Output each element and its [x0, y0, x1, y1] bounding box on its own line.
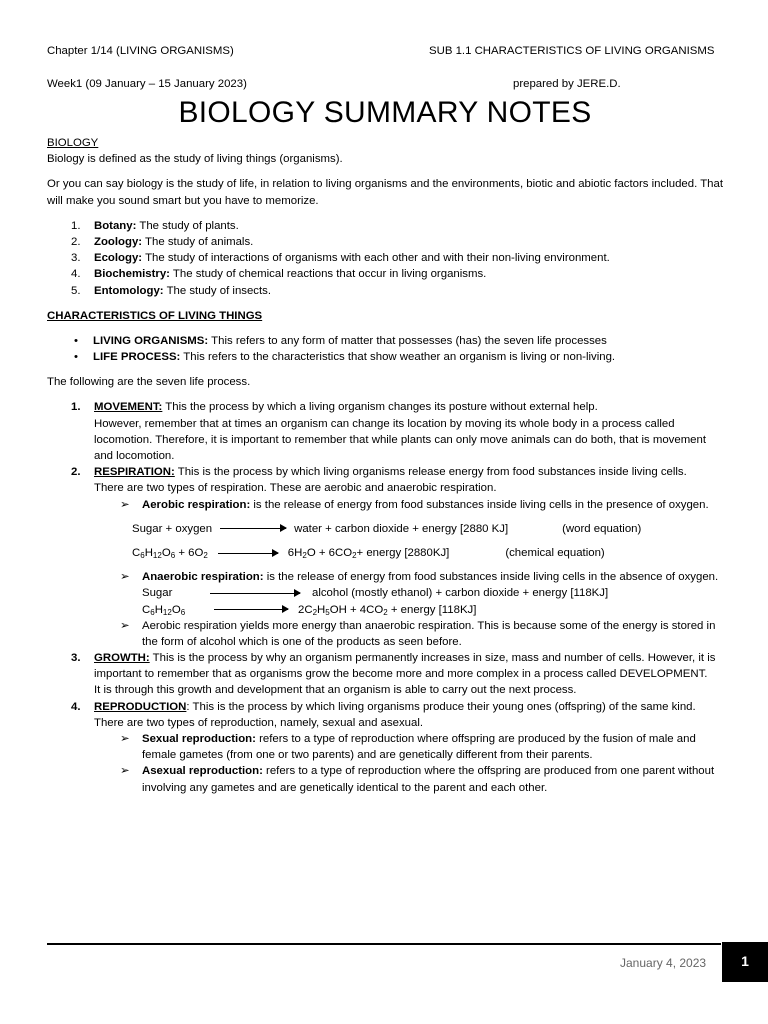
sub-header: SUB 1.1 CHARACTERISTICS OF LIVING ORGANISMS	[429, 45, 715, 57]
process-reproduction: 4. REPRODUCTION: This is the process by which living organisms produce their young ones (offspring) of the same kind. There are two types of reproduction, namely, sexual and asexual. ➢ Sexual reproduction: refers to a type of reproduction where offspring are produced by the fusion of male and female gametes (from one or two parents) and are genetically different from their parents. ➢ Asexual reproduction: refers to a type of reproduction where the offspring are produced from one parent without involving any gametes and are genetically identical to the parent and each other.	[47, 699, 723, 796]
reaction-arrow-icon	[218, 553, 278, 554]
page-title: BIOLOGY SUMMARY NOTES	[178, 96, 592, 129]
footer-divider	[47, 943, 721, 945]
process-growth: 3. GROWTH: This is the process by why an organism permanently increases in size, mass and number of cells. However, it is important to remember that as organisms grow the become more and more complex in a process called DEVELOPMENT. It is through this growth and development that an organism is able to carry out the next process.	[71, 652, 716, 697]
reaction-arrow-icon	[210, 593, 300, 594]
list-item: 3. Ecology: The study of interactions of organisms with each other and with their non-living environment.	[71, 252, 610, 265]
week-header: Week1 (09 January – 15 January 2023)	[47, 78, 247, 90]
page-number: 1	[722, 942, 768, 982]
list-item: 2. Zoology: The study of animals.	[71, 235, 254, 248]
anaerobic-word-equation: Sugar alcohol (mostly ethanol) + carbon dioxide + energy [118KJ]	[142, 587, 609, 600]
bullet-icon: •	[74, 334, 78, 347]
asexual-item: ➢ Asexual reproduction: refers to a type of reproduction where the offspring are produced from one parent without involving any gametes and are genetically identical to the parent and each other.	[94, 763, 723, 795]
document-body	[47, 135, 723, 796]
chemical-equation: $C_6H_{12}O_6 + 6O_2$ $6H_2O + 6CO_2$ + energy [2880KJ] (chemical equation)	[132, 546, 605, 560]
reaction-arrow-icon	[220, 528, 286, 529]
list-item: 5. Entomology: The study of insects.	[71, 284, 272, 297]
prepared-by: prepared by JERE.D.	[513, 78, 621, 90]
arrow-bullet-icon: ➢	[120, 765, 130, 778]
biology-alt-definition: Or you can say biology is the study of life, in relation to living organisms and the environments, biotic and abiotic factors included. That will make you sound smart but you have to memorize.	[47, 178, 723, 207]
list-item: 1. Botany: The study of plants.	[71, 219, 239, 232]
arrow-bullet-icon: ➢	[120, 733, 130, 745]
sexual-item: ➢ Sexual reproduction: refers to a type of reproduction where offspring are produced by the fusion of male and female gametes (from one or two parents) and are genetically different from their parents.	[94, 731, 723, 763]
footer-date: January 4, 2023	[620, 956, 707, 970]
bullet-item: • LIFE PROCESS: This refers to the characteristics that show weather an organism is living or non-living.	[47, 349, 723, 365]
characteristics-heading: CHARACTERISTICS OF LIVING THINGS	[47, 309, 263, 322]
bullet-item: • LIVING ORGANISMS: This refers to any form of matter that possesses (has) the seven life processes	[47, 333, 723, 349]
list-item: 4. Biochemistry: The study of chemical reactions that occur in living organisms.	[71, 268, 487, 281]
arrow-bullet-icon: ➢	[120, 571, 130, 584]
processes-intro: The following are the seven life process.	[47, 376, 251, 389]
reaction-arrow-icon	[214, 609, 288, 610]
process-respiration: 2. RESPIRATION: This is the process by which living organisms release energy from food substances inside living cells. There are two types of respiration. These are aerobic and anaerobic respiration. ➢ Aerobic respiration: is the release of energy from food substances inside living cells in the presence of oxygen. Sugar + oxygen water + carbon dioxide + energy [2880 KJ] (word equation) $C_6H_{12}O_6 + 6O_2$ $6H_2O + 6CO_2$ + energy [2880KJ] (chemical equation) ➢ Anaerobic respiration: is the release of energy from food substances inside living cells in the absence of oxygen. Sugar alcohol (mostly ethanol) + carbon dioxide + energy [118KJ] $C_6H_{12}O_6$ $2C_2H_5OH + 4CO_2$ + energy [118KJ] ➢ Aerobic respiration yields more energy than anaerobic respiration. This is because some of the energy is stored in the form of alcohol which is one of the products as seen before.	[47, 464, 723, 650]
chapter-header: Chapter 1/14 (LIVING ORGANISMS)	[47, 45, 234, 57]
branch-list	[47, 218, 723, 299]
word-equation: Sugar + oxygen water + carbon dioxide + energy [2880 KJ] (word equation)	[132, 522, 642, 535]
bullet-icon: •	[74, 351, 78, 364]
biology-heading: BIOLOGY	[47, 137, 99, 149]
biology-definition: Biology is defined as the study of living things (organisms).	[47, 153, 343, 166]
arrow-bullet-icon: ➢	[120, 619, 130, 632]
arrow-bullet-icon: ➢	[120, 498, 130, 511]
anaerobic-item: ➢ Anaerobic respiration: is the release of energy from food substances inside living cells in the absence of oxygen. Sugar alcohol (mostly ethanol) + carbon dioxide + energy [118KJ] $C_6H_{12}O_6$ $2C_2H_5OH + 4CO_2$ + energy [118KJ]	[120, 571, 719, 617]
comparison-item: ➢ Aerobic respiration yields more energy than anaerobic respiration. This is because some of the energy is stored in the form of alcohol which is one of the products as seen before.	[94, 618, 723, 650]
aerobic-item: ➢ Aerobic respiration: is the release of energy from food substances inside living cells in the presence of oxygen.	[94, 497, 723, 513]
anaerobic-chemical-equation: $C_6H_{12}O_6$ $2C_2H_5OH + 4CO_2$ + energy [118KJ]	[142, 603, 477, 617]
process-movement: 1. MOVEMENT: This the process by which a living organism changes its posture without external help. However, remember that at times an organism can change its location by moving its whole body in a process called locomotion. Therefore, it is important to remember that while plants can only move animals can do both, that is movement and locomotion.	[71, 401, 707, 462]
